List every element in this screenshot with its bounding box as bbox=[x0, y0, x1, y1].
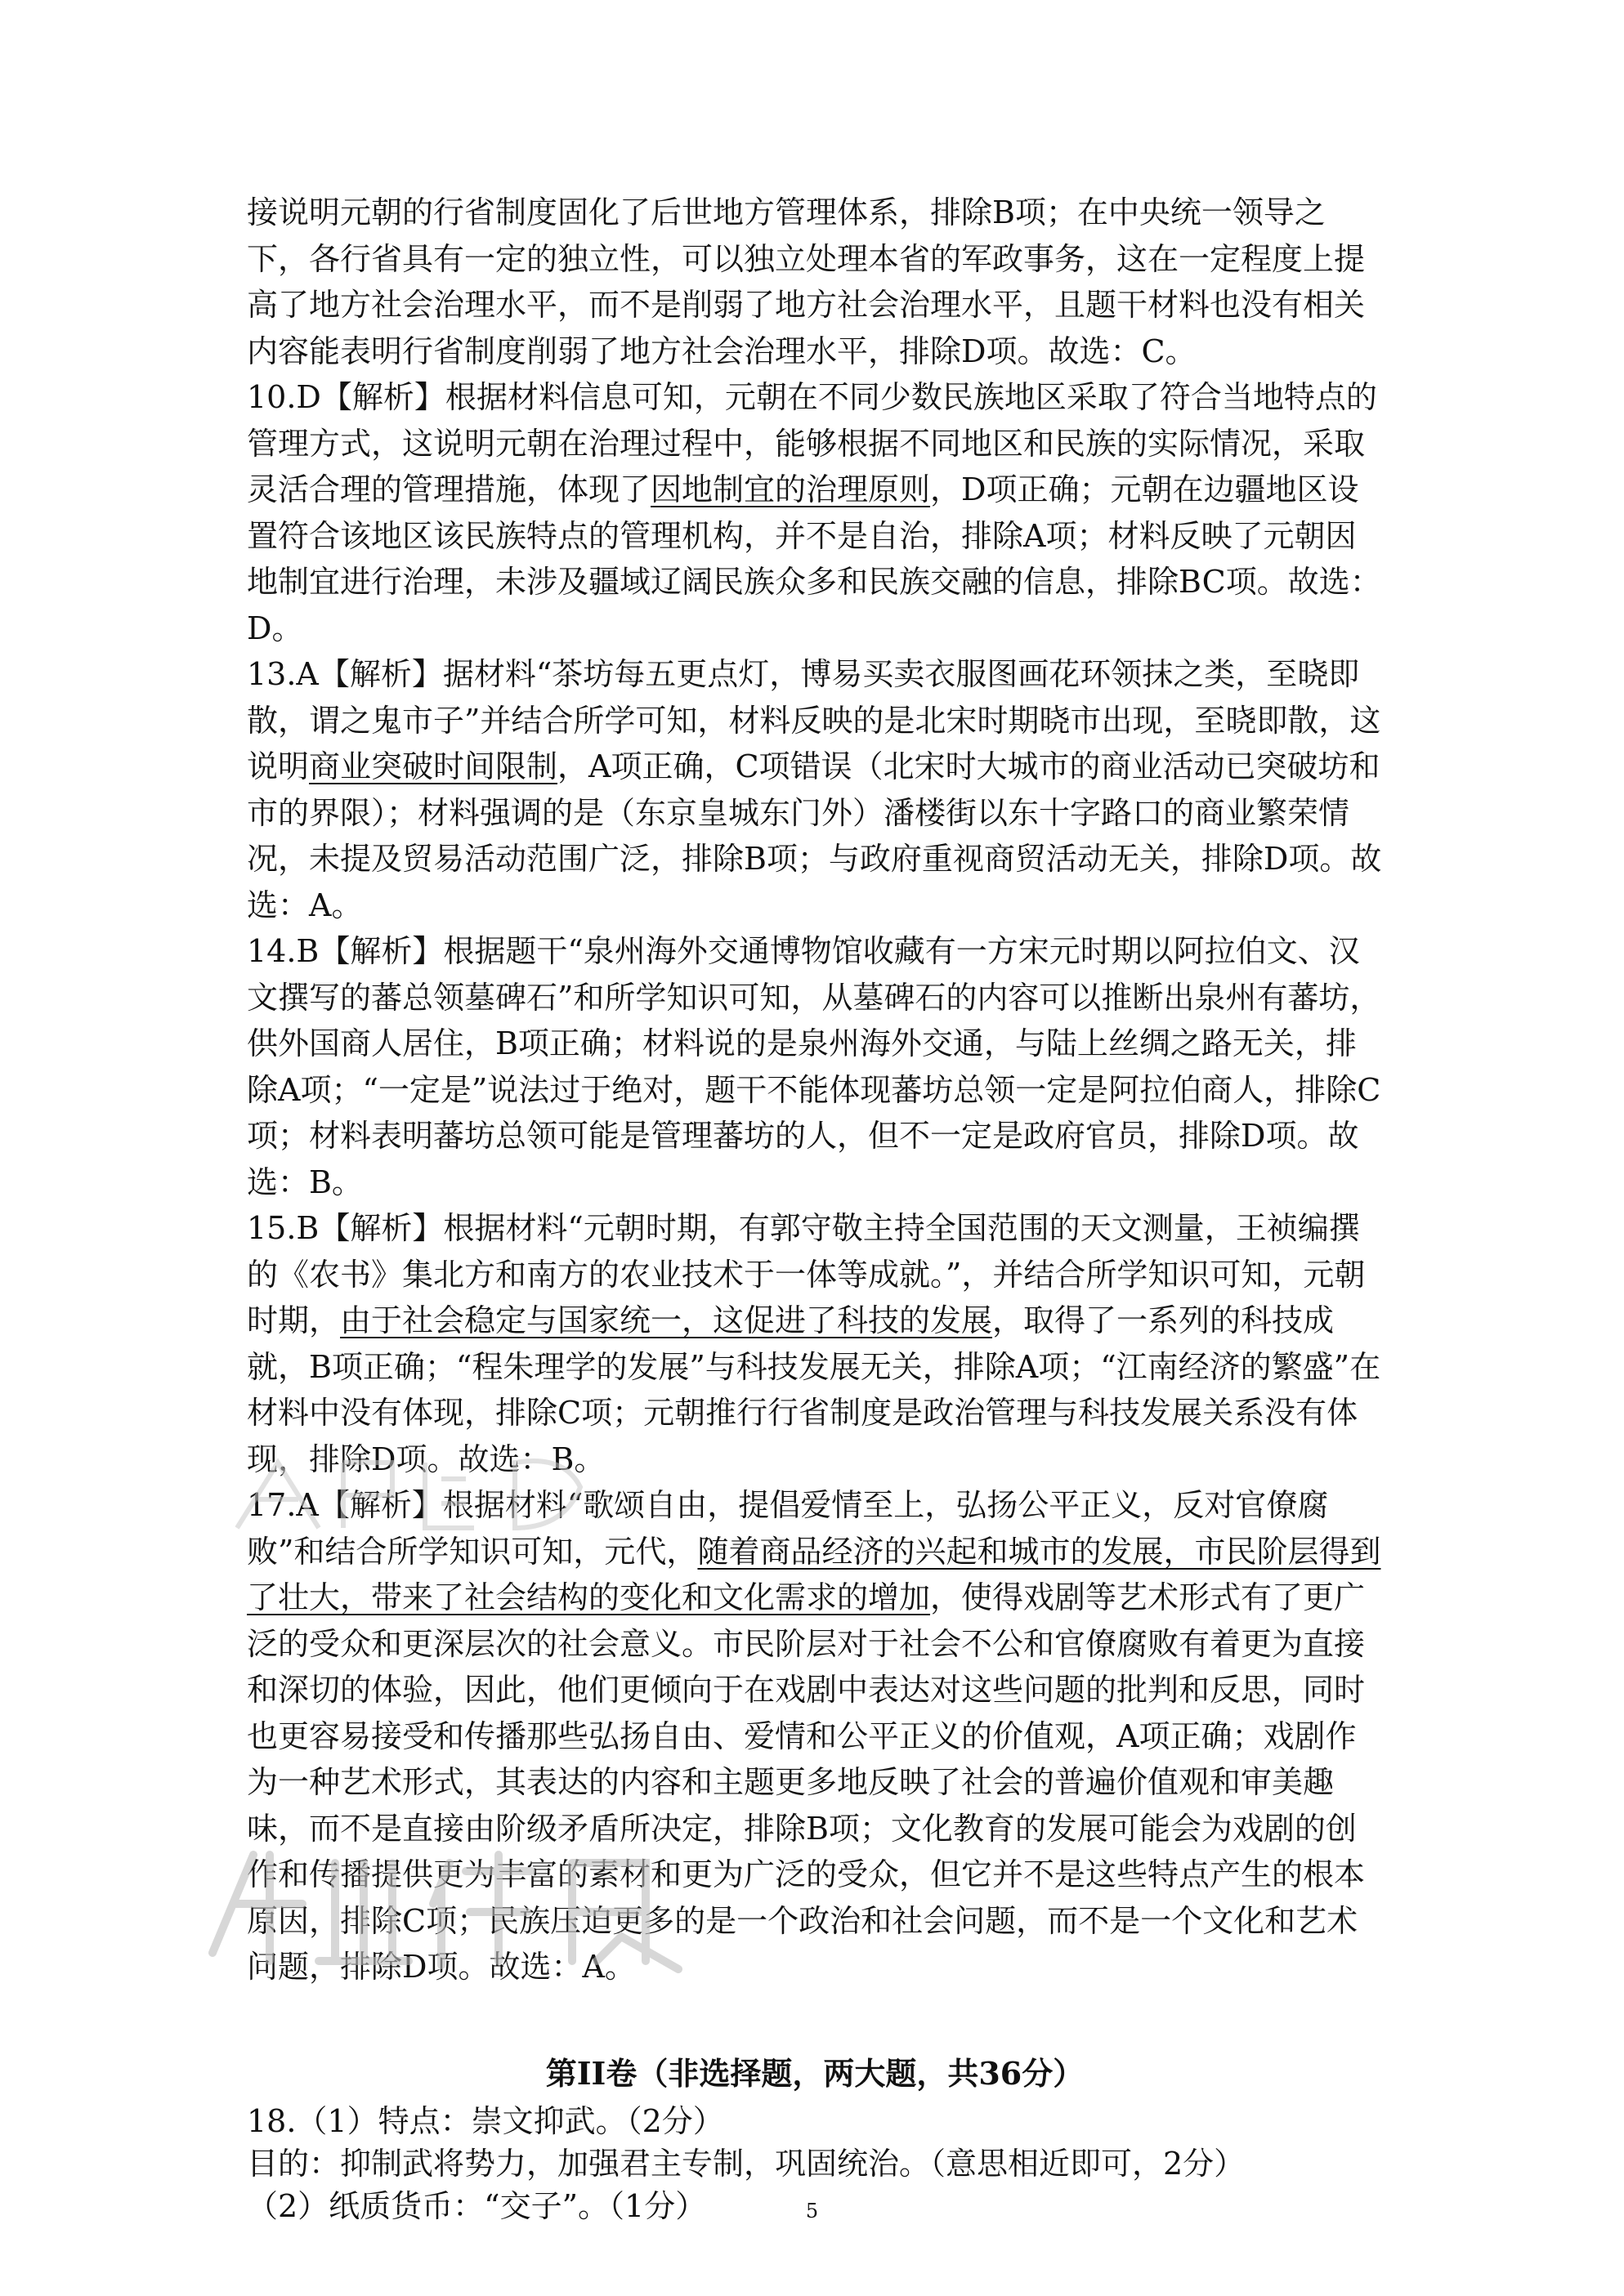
page-content bbox=[247, 190, 1383, 2227]
q17-key-phrase: 随着商品经济的兴起和城市的发展，市民阶层得到了壮大，带来了社会结构的变化和文化需求的增加 bbox=[247, 1533, 1381, 1615]
section-heading: 第II卷（非选择题，两大题，共36分） bbox=[545, 2054, 1085, 2092]
q13-analysis: 13.A【解析】据材料“茶坊每五更点灯，博易买卖衣服图画花环领抹之类，至晓即散，谓之鬼市子”并结合所学可知，材料反映的是北宋时期晓市出现，至晓即散，这说明商业突破时间限制，A项正确，C项错误（北宋时大城市的商业活动已突破坊和市的界限）；材料强调的是（东京皇城东门外）潘楼街以东十字路口的商业繁荣情况，未提及贸易活动范围广泛，排除B项；与政府重视商贸活动无关，排除D项。故选：A。 bbox=[247, 656, 1382, 923]
q17-analysis: 17.A【解析】根据材料“歌颂自由，提倡爱情至上，弘扬公平正义，反对官僚腐败”和结合所学知识可知，元代，随着商品经济的兴起和城市的发展，市民阶层得到了壮大，带来了社会结构的变化和文化需求的增加，使得戏剧等艺术形式有了更广泛的受众和更深层次的社会意义。市民阶层对于社会不公和官僚腐败有着更为直接和深切的体验，因此，他们更倾向于在戏剧中表达对这些问题的批判和反思，同时也更容易接受和传播那些弘扬自由、爱情和公平正义的价值观，A项正确；戏剧作为一种艺术形式，其表达的内容和主题更多地反映了社会的普遍价值观和审美趣味，而不是直接由阶级矛盾所决定，排除B项；文化教育的发展可能会为戏剧的创作和传播提供更为丰富的素材和更为广泛的受众，但它并不是这些特点产生的根本原因，排除C项；民族压迫更多的是一个政治和社会问题，而不是一个文化和艺术问题，排除D项。故选：A。 bbox=[247, 1487, 1381, 1985]
q15-analysis: 15.B【解析】根据材料“元朝时期，有郭守敬主持全国范围的天文测量，王祯编撰的《农书》集北方和南方的农业技术于一体等成就。”，并结合所学知识可知，元朝时期，由于社会稳定与国家统一，这促进了科技的发展，取得了一系列的科技成就，B项正确；“程朱理学的发展”与科技发展无关，排除A项；“江南经济的繁盛”在材料中没有体现，排除C项；元朝推行行省制度是政治管理与科技发展关系没有体现，排除D项。故选：B。 bbox=[247, 1210, 1381, 1477]
q10-key-phrase: 因地制宜的治理原则 bbox=[651, 471, 931, 507]
q15-key-phrase: 由于社会稳定与国家统一，这促进了科技的发展 bbox=[340, 1302, 993, 1338]
q18-line-1: 18.（1）特点：崇文抑武。（2分） bbox=[247, 2102, 724, 2139]
page-number: 5 bbox=[805, 2200, 819, 2222]
q9-analysis-continued: 接说明元朝的行省制度固化了后世地方管理体系，排除B项；在中央统一领导之下，各行省具有一定的独立性，可以独立处理本省的军政事务，这在一定程度上提高了地方社会治理水平，而不是削弱了地方社会治理水平，且题干材料也没有相关内容能表明行省制度削弱了地方社会治理水平，排除D项。故选：C。 bbox=[247, 194, 1366, 369]
q13-key-phrase: 商业突破时间限制 bbox=[309, 748, 558, 784]
q18-line-3: （2）纸质货币：“交子”。（1分） bbox=[247, 2187, 707, 2224]
q18-line-2: 目的：抑制武将势力，加强君主专制，巩固统治。（意思相近即可，2分） bbox=[247, 2145, 1246, 2182]
q10-analysis: 10.D【解析】根据材料信息可知，元朝在不同少数民族地区采取了符合当地特点的管理方式，这说明元朝在治理过程中，能够根据不同地区和民族的实际情况，采取灵活合理的管理措施，体现了因地制宜的治理原则，D项正确；元朝在边疆地区设置符合该地区该民族特点的管理机构，并不是自治，排除A项；材料反映了元朝因地制宜进行治理，未涉及疆域辽阔民族众多和民族交融的信息，排除BC项。故选：D。 bbox=[247, 379, 1381, 646]
q14-analysis: 14.B【解析】根据题干“泉州海外交通博物馆收藏有一方宋元时期以阿拉伯文、汉文撰写的蕃总领墓碑石”和所学知识可知，从墓碑石的内容可以推断出泉州有蕃坊，供外国商人居住，B项正确；材料说的是泉州海外交通，与陆上丝绸之路无关，排除A项；“一定是”说法过于绝对，题干不能体现蕃坊总领一定是阿拉伯商人，排除C项；材料表明蕃坊总领可能是管理蕃坊的人，但不一定是政府官员，排除D项。故选：B。 bbox=[247, 933, 1381, 1200]
